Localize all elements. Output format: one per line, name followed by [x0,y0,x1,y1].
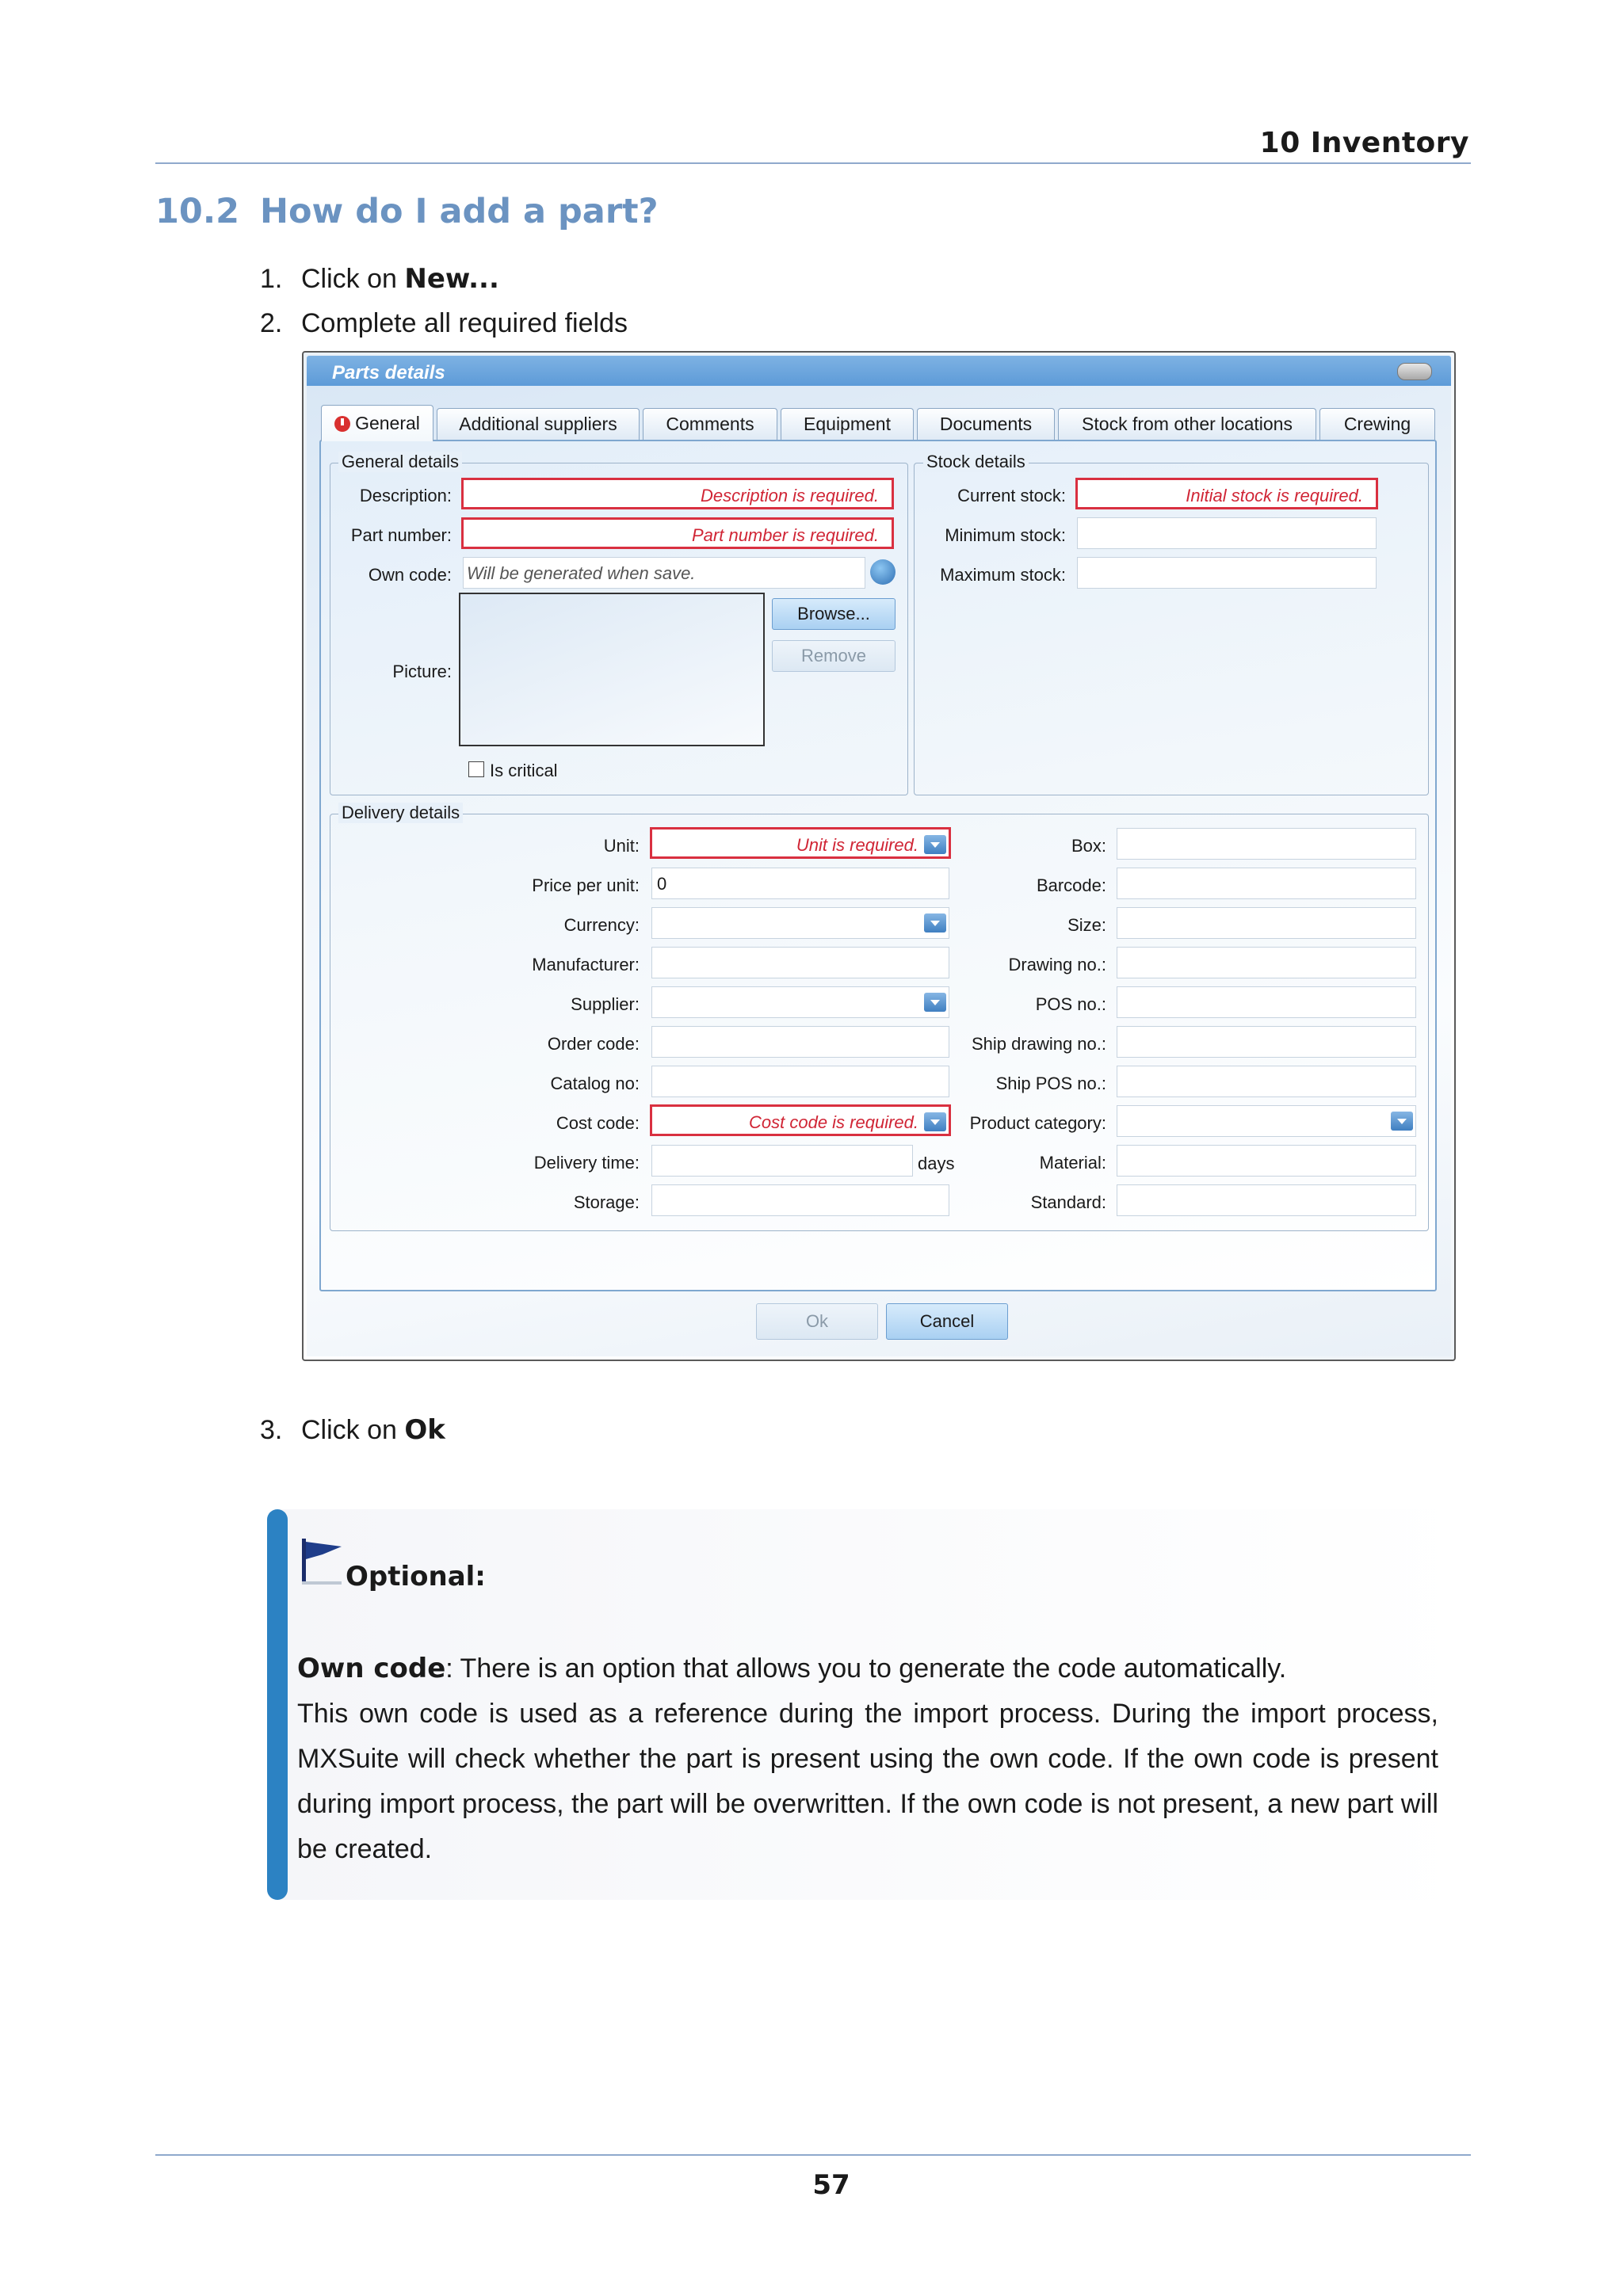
description-input[interactable] [461,478,894,509]
standard-label: Standard: [1030,1192,1106,1212]
tab-general[interactable] [321,405,433,441]
dialog-title-bar [307,356,1451,386]
current-stock-input[interactable] [1075,478,1378,509]
note-accent-bar [267,1509,288,1900]
part-number-error: Part number is required. [692,525,879,545]
barcode-input[interactable] [1117,868,1416,899]
catalog-input[interactable] [651,1066,949,1097]
tab-label: General [355,413,420,433]
note-body: This own code is used as a reference during the import process. During the import process, MXSuite will check whether the part is present using the own code. If the own code is present during import process, the part will be overwritten. If the own code is not present, a new part will be created. [297,1699,1438,1864]
note-first-line [297,1646,1438,1691]
note-term: Own code [297,1653,446,1684]
currency-label: Currency: [563,915,640,935]
pos-no-label: POS no.: [1035,994,1106,1014]
box-label: Box: [1071,836,1106,856]
note-line1: : There is an option that allows you to generate the code automatically. [445,1653,1287,1684]
cancel-button[interactable]: Cancel [886,1303,1008,1340]
unit-error: Unit is required. [796,835,918,855]
price-per-unit-label: Price per unit: [532,875,640,895]
header-rule [155,162,1471,164]
drawing-no-input[interactable] [1117,947,1416,978]
current-stock-error: Initial stock is required. [1186,486,1363,505]
stock-details-legend: Stock details [923,452,1029,472]
own-code-value: Will be generated when save. [467,563,696,583]
manufacturer-input[interactable] [651,947,949,978]
delivery-details-legend: Delivery details [338,803,463,823]
dialog-title: Parts details [332,362,445,383]
ok-button[interactable]: Ok [756,1303,878,1340]
price-per-unit-input[interactable] [651,868,949,899]
material-label: Material: [1039,1153,1106,1173]
minimize-button[interactable] [1397,363,1432,380]
stock-details-group [914,463,1429,795]
minimum-stock-label: Minimum stock: [945,525,1066,545]
tab-stock-other-locations[interactable]: Stock from other locations [1058,408,1316,440]
chapter-header: 10 Inventory [1259,127,1469,159]
is-critical-label: Is critical [490,761,558,780]
section-number: 10.2 [155,192,240,231]
own-code-input[interactable] [463,557,865,589]
footer-rule [155,2154,1471,2156]
storage-label: Storage: [573,1192,640,1212]
is-critical-checkbox[interactable] [468,761,484,777]
delivery-time-label: Delivery time: [533,1153,640,1173]
description-error: Description is required. [701,486,879,505]
own-code-label: Own code: [368,565,452,585]
ship-pos-no-input[interactable] [1117,1066,1416,1097]
cost-code-select[interactable] [650,1104,951,1136]
remove-button[interactable]: Remove [772,640,896,672]
price-value: 0 [657,874,667,894]
pos-no-input[interactable] [1117,986,1416,1018]
tab-documents[interactable]: Documents [917,408,1055,440]
order-code-input[interactable] [651,1026,949,1058]
general-details-legend: General details [338,452,462,472]
currency-select[interactable] [651,907,949,939]
catalog-label: Catalog no: [550,1074,640,1093]
size-label: Size: [1067,915,1106,935]
step-3 [260,1414,445,1446]
step-bold: New... [404,263,499,295]
page-number: 57 [812,2169,850,2201]
material-input[interactable] [1117,1145,1416,1177]
storage-input[interactable] [651,1184,949,1216]
tab-comments[interactable]: Comments [643,408,777,440]
warning-icon [334,416,350,432]
box-input[interactable] [1117,828,1416,860]
product-category-select[interactable] [1117,1105,1416,1137]
tab-equipment[interactable]: Equipment [781,408,914,440]
cost-code-label: Cost code: [556,1113,640,1133]
tab-crewing[interactable]: Crewing [1319,408,1435,440]
step-number: 3. [260,1415,283,1445]
chevron-down-icon[interactable] [924,993,946,1012]
description-label: Description: [359,486,452,505]
minimum-stock-input[interactable] [1077,517,1377,549]
step-text: Complete all required fields [301,308,628,338]
refresh-icon[interactable] [870,559,896,585]
maximum-stock-input[interactable] [1077,557,1377,589]
step-2 [260,308,628,339]
step-1 [260,263,499,295]
standard-input[interactable] [1117,1184,1416,1216]
maximum-stock-label: Maximum stock: [940,565,1066,585]
step-number: 1. [260,264,283,294]
step-number: 2. [260,308,283,338]
supplier-label: Supplier: [571,994,640,1014]
delivery-time-input[interactable] [651,1145,913,1177]
unit-label: Unit: [603,836,640,856]
unit-select[interactable] [650,827,951,859]
chevron-down-icon[interactable] [924,835,946,854]
flag-icon [299,1537,343,1586]
note-title: Optional: [346,1561,486,1592]
section-title: How do I add a part? [260,192,659,231]
step-bold: Ok [404,1414,445,1446]
supplier-select[interactable] [651,986,949,1018]
chevron-down-icon[interactable] [1391,1112,1413,1131]
chevron-down-icon[interactable] [924,913,946,933]
manufacturer-label: Manufacturer: [532,955,640,974]
days-label: days [918,1154,955,1173]
product-category-label: Product category: [969,1113,1106,1133]
chevron-down-icon[interactable] [924,1112,946,1131]
browse-button[interactable]: Browse... [772,598,896,630]
current-stock-label: Current stock: [957,486,1066,505]
section-heading [155,192,659,231]
tab-additional-suppliers[interactable]: Additional suppliers [437,408,640,440]
step-text: Click on [301,1415,405,1445]
cost-code-error: Cost code is required. [749,1112,918,1132]
part-number-label: Part number: [350,525,452,545]
picture-box[interactable] [459,593,765,746]
order-code-label: Order code: [547,1034,640,1054]
picture-label: Picture: [392,662,452,681]
drawing-no-label: Drawing no.: [1008,955,1106,974]
barcode-label: Barcode: [1036,875,1106,895]
part-number-input[interactable] [461,517,894,549]
ship-pos-no-label: Ship POS no.: [995,1074,1106,1093]
ship-drawing-no-label: Ship drawing no.: [972,1034,1106,1054]
ship-drawing-no-input[interactable] [1117,1026,1416,1058]
size-input[interactable] [1117,907,1416,939]
step-text: Click on [301,264,405,294]
